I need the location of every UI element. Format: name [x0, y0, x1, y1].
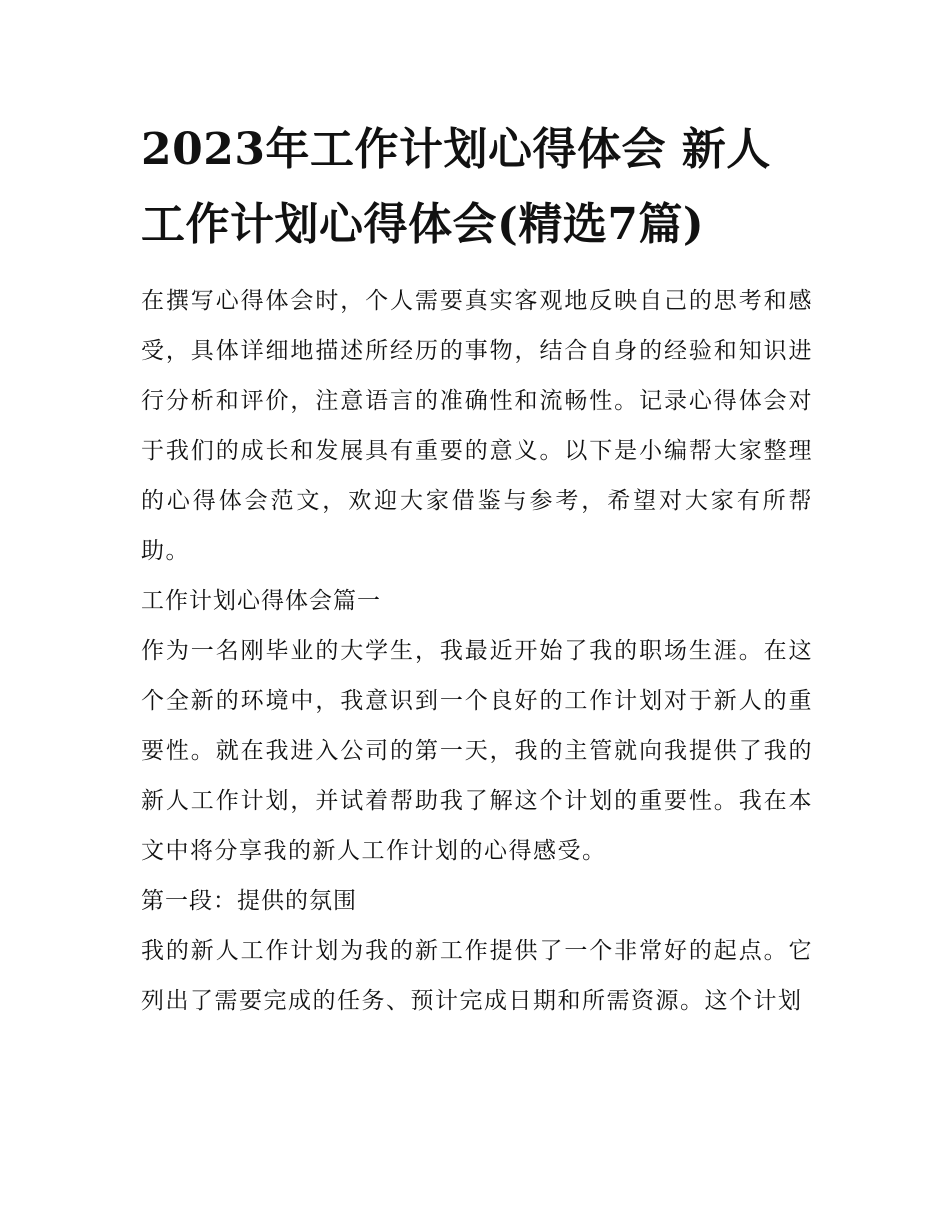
section-heading: 工作计划心得体会篇一: [141, 588, 381, 614]
subsection-paragraph: 我的新人工作计划为我的新工作提供了一个非常好的起点。它列出了需要完成的任务、预计完成日期和所需资源。这个计划: [141, 938, 813, 1014]
document-title: 2023年工作计划心得体会 新人工作计划心得体会(精选7篇): [141, 124, 771, 250]
subsection-heading: 第一段：提供的氛围: [141, 888, 357, 914]
document-content: [141, 112, 813, 1026]
section-paragraph: 作为一名刚毕业的大学生，我最近开始了我的职场生涯。在这个全新的环境中，我意识到一个良好的工作计划对于新人的重要性。就在我进入公司的第一天，我的主管就向我提供了我的新人工作计划，并试着帮助我了解这个计划的重要性。我在本文中将分享我的新人工作计划的心得感受。: [141, 638, 813, 864]
intro-paragraph: 在撰写心得体会时，个人需要真实客观地反映自己的思考和感受，具体详细地描述所经历的事物，结合自身的经验和知识进行分析和评价，注意语言的准确性和流畅性。记录心得体会对于我们的成长和发展具有重要的意义。以下是小编帮大家整理的心得体会范文，欢迎大家借鉴与参考，希望对大家有所帮助。: [141, 288, 813, 564]
